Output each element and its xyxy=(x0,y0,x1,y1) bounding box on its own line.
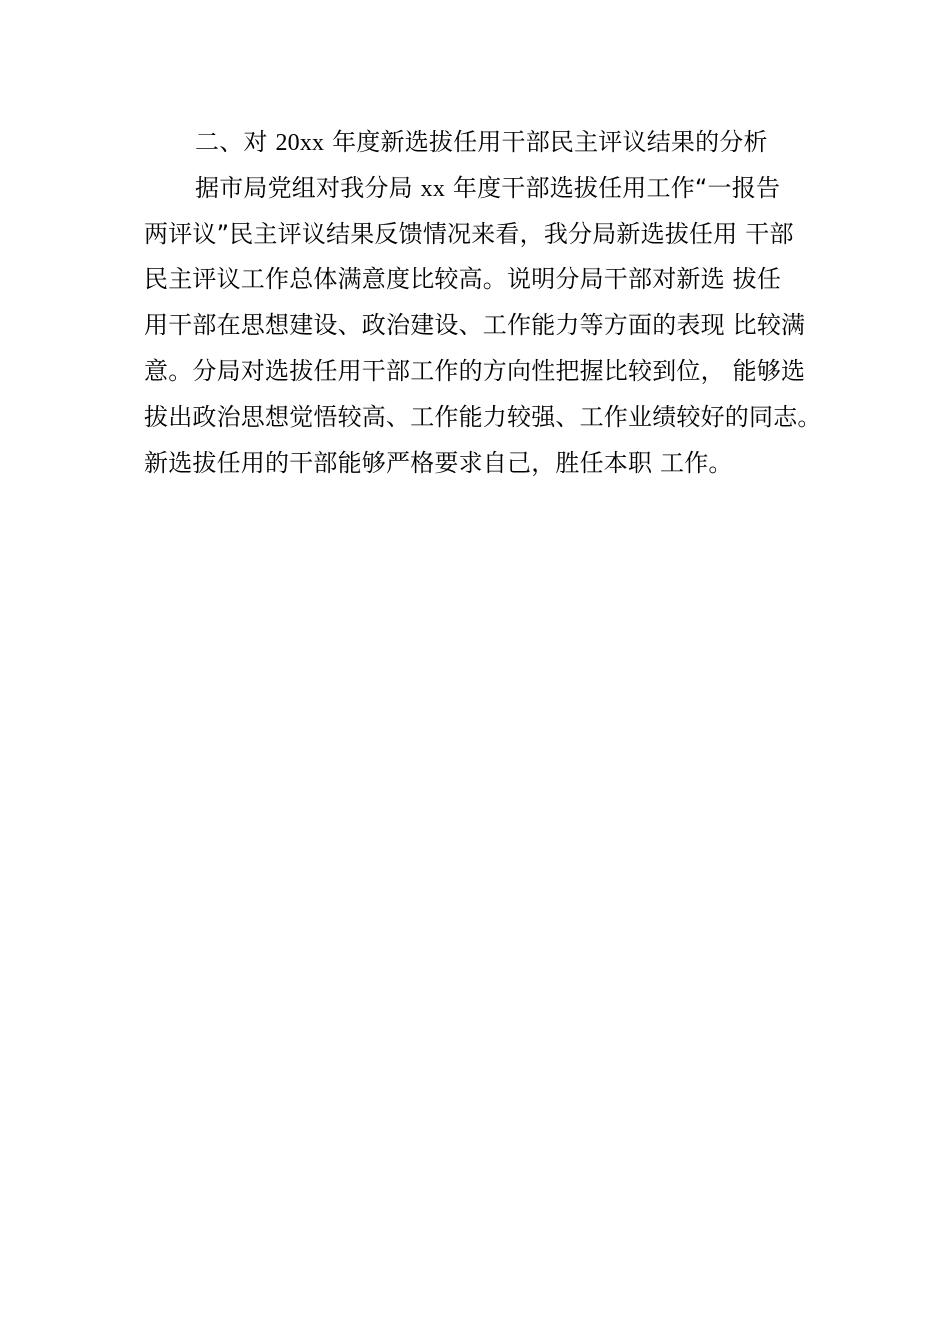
heading-prefix: 二、对 xyxy=(195,128,268,156)
paragraph-line-2: 两评议”民主评议结果反馈情况来看，我分局新选拔任用 干部 xyxy=(144,220,794,248)
heading-year: 20xx xyxy=(275,130,325,156)
heading-suffix: 年度新选拔任用干部民主评议结果的分析 xyxy=(332,128,768,156)
paragraph-line-1 xyxy=(195,173,780,204)
line1-suffix: 年度干部选拔任用工作“一报告 xyxy=(452,174,781,202)
paragraph-line-7: 新选拔任用的干部能够严格要求自己，胜任本职 工作。 xyxy=(144,449,733,477)
paragraph-line-3: 民主评议工作总体满意度比较高。说明分局干部对新选 拔任 xyxy=(144,265,782,293)
paragraph-line-6: 拔出政治思想觉悟较高、工作能力较强、工作业绩较好的同志。 xyxy=(144,403,822,431)
line1-prefix: 据市局党组对我分局 xyxy=(195,174,413,202)
line1-year: xx xyxy=(420,176,446,202)
section-heading xyxy=(195,127,768,158)
paragraph-line-5: 意。分局对选拔任用干部工作的方向性把握比较到位， 能够选 xyxy=(144,357,806,385)
paragraph-line-4: 用干部在思想建设、政治建设、工作能力等方面的表现 比较满 xyxy=(144,311,806,339)
